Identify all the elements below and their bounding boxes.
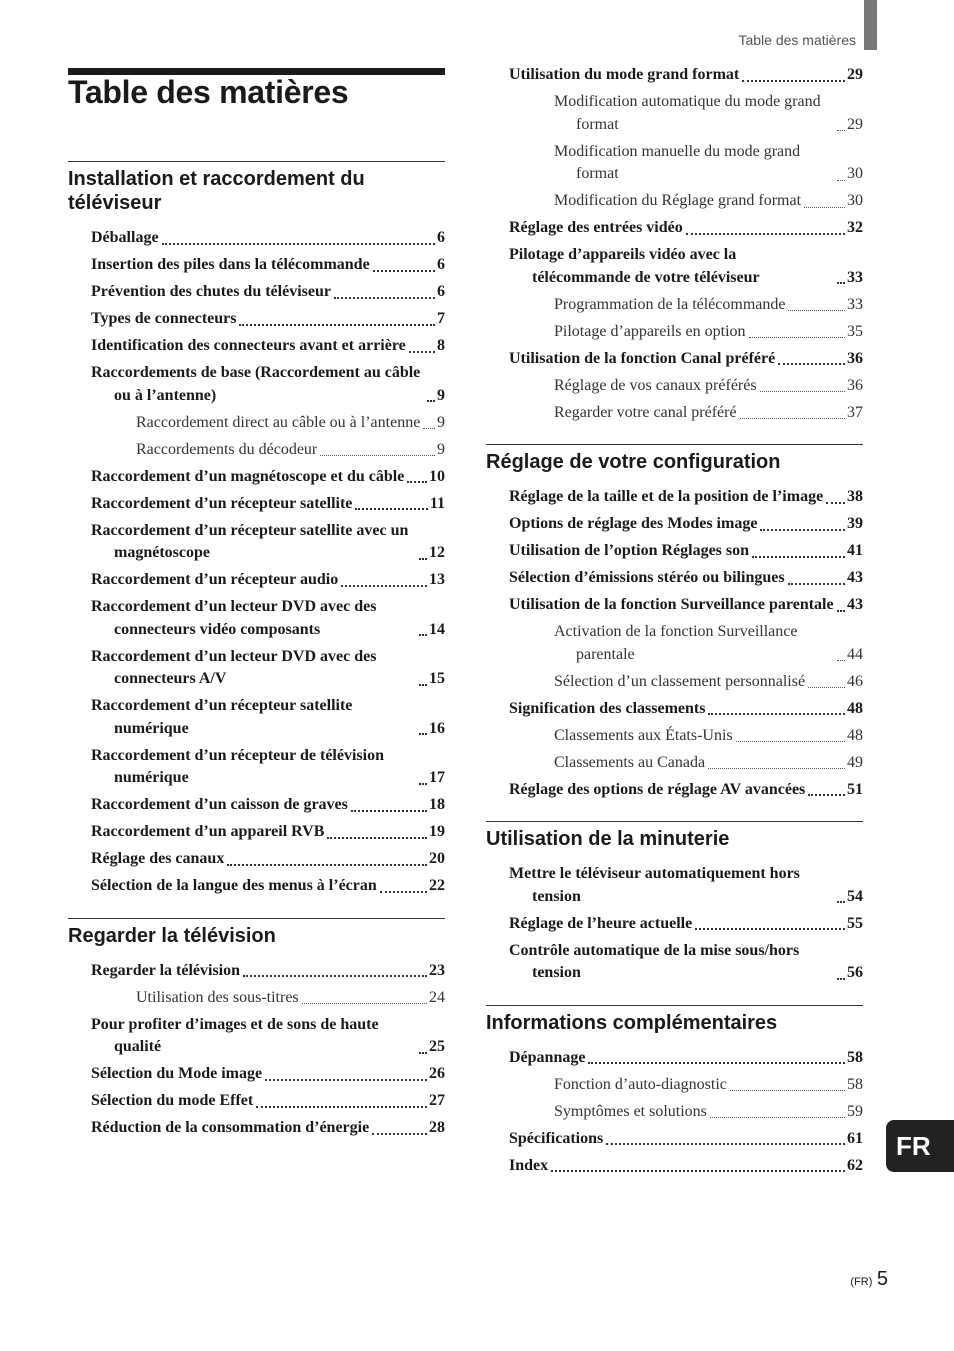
toc-entry[interactable] — [486, 217, 863, 240]
toc-entry[interactable] — [68, 646, 445, 691]
toc-entry-title: Signification des classements — [509, 699, 706, 717]
header-tab-marker — [864, 0, 877, 50]
toc-entry-page: 41 — [847, 542, 863, 559]
dot-leader — [788, 583, 845, 585]
toc-right-column — [486, 64, 863, 1182]
section-heading: Utilisation de la minuterie — [486, 828, 730, 850]
dot-leader — [837, 978, 845, 980]
toc-entry-page: 49 — [847, 753, 863, 771]
toc-entry-page: 56 — [847, 964, 863, 981]
toc-entry[interactable] — [68, 412, 445, 435]
toc-entry[interactable] — [68, 569, 445, 592]
toc-entry-title: Réglage des options de réglage AV avancées — [509, 780, 806, 798]
dot-leader — [736, 741, 845, 742]
toc-entry-title: Pour profiter d’images et de sons de haute qualité — [91, 1015, 379, 1055]
toc-entry-page: 25 — [429, 1038, 445, 1055]
toc-entry-title: Modification du Réglage grand format — [554, 192, 802, 209]
toc-entry[interactable] — [68, 466, 445, 489]
toc-entry-title: Options de réglage des Modes image — [509, 515, 758, 532]
toc-entry[interactable] — [68, 520, 445, 565]
toc-entry-title: Pilotage d’appareils en option — [554, 322, 746, 340]
dot-leader — [373, 270, 435, 272]
toc-entry[interactable] — [68, 1014, 445, 1059]
toc-entry-title: Dépannage — [509, 1048, 586, 1066]
toc-entry-title: Réglage de vos canaux préférés — [554, 376, 757, 394]
toc-entry-title: Regarder la télévision — [91, 961, 241, 979]
toc-entry-title: Regarder votre canal préféré — [554, 403, 737, 421]
toc-entry-page: 6 — [437, 256, 445, 273]
dot-leader — [334, 297, 435, 299]
toc-entry-page: 62 — [847, 1156, 863, 1174]
toc-entry[interactable] — [486, 402, 863, 425]
toc-entry-title: Contrôle automatique de la mise sous/hors tension — [509, 941, 800, 981]
toc-entry-page: 33 — [847, 295, 863, 313]
toc-left-column — [68, 161, 445, 1144]
page-number: 5 — [876, 1268, 888, 1290]
toc-entry-page: 43 — [847, 596, 863, 613]
toc-entry-page: 46 — [847, 672, 863, 690]
toc-entry-title: Réglage des entrées vidéo — [509, 219, 683, 236]
dot-leader — [778, 363, 845, 365]
toc-entry-title: Pilotage d’appareils vidéo avec la télécommande de votre téléviseur — [509, 246, 760, 286]
toc-entry-page: 15 — [429, 670, 445, 687]
toc-entry-page: 30 — [847, 165, 863, 182]
page-footer — [850, 1268, 888, 1291]
section-heading: Informations complémentaires — [486, 1011, 778, 1034]
dot-leader — [419, 558, 427, 560]
dot-leader — [837, 180, 845, 181]
toc-entry-page: 27 — [429, 1092, 445, 1109]
toc-entry-page: 32 — [847, 219, 863, 236]
toc-entry[interactable] — [486, 698, 863, 721]
toc-entry-title: Utilisation de l’option Réglages son — [509, 542, 750, 559]
toc-entry-title: Symptômes et solutions — [554, 1102, 707, 1120]
dot-leader — [419, 684, 427, 686]
dot-leader — [730, 1090, 845, 1091]
toc-entry-page: 39 — [847, 515, 863, 532]
toc-entry-page: 24 — [429, 988, 445, 1006]
dot-leader — [351, 810, 427, 812]
toc-entry[interactable] — [68, 1063, 445, 1086]
toc-entry[interactable] — [68, 745, 445, 790]
dot-leader — [380, 891, 427, 893]
toc-entry[interactable] — [68, 794, 445, 817]
toc-entry-title: Index — [509, 1156, 549, 1174]
toc-entry-title: Réglage des canaux — [91, 850, 225, 867]
toc-entry[interactable] — [486, 244, 863, 289]
toc-entry-title: Insertion des piles dans la télécommande — [91, 256, 370, 273]
dot-leader — [837, 610, 845, 612]
dot-leader — [695, 928, 845, 930]
toc-entry-title: Déballage — [91, 229, 159, 246]
toc-entry-title: Raccordement d’un récepteur audio — [91, 571, 339, 588]
dot-leader — [341, 585, 427, 587]
toc-entry-page: 36 — [847, 349, 863, 367]
toc-entry[interactable] — [486, 348, 863, 371]
footer-language-code: (FR) — [850, 1276, 873, 1288]
toc-entry-page: 23 — [429, 961, 445, 979]
dot-leader — [606, 1143, 845, 1145]
toc-entry-title: Réglage de l’heure actuelle — [509, 914, 693, 932]
toc-entry[interactable] — [486, 540, 863, 563]
toc-entry[interactable] — [486, 940, 863, 985]
toc-entry[interactable] — [486, 294, 863, 317]
toc-entry-title: Sélection d’un classement personnalisé — [554, 672, 806, 690]
toc-section — [68, 161, 445, 898]
dot-leader — [837, 901, 845, 903]
dot-leader — [427, 400, 435, 402]
toc-entry-page: 61 — [847, 1129, 863, 1147]
toc-entry-page: 48 — [847, 726, 863, 744]
toc-entry-page: 29 — [847, 66, 863, 83]
dot-leader — [788, 310, 845, 311]
toc-entry-page: 59 — [847, 1102, 863, 1120]
dot-leader — [708, 768, 845, 769]
section-heading: Installation et raccordement du téléviseur — [68, 168, 365, 214]
dot-leader — [372, 1133, 427, 1135]
toc-entry-title: Raccordements du décodeur — [136, 440, 318, 458]
toc-entry-page: 18 — [429, 796, 445, 813]
page-title: Table des matières — [68, 74, 349, 110]
dot-leader — [162, 243, 435, 245]
dot-leader — [752, 556, 845, 558]
toc-entry-page: 35 — [847, 322, 863, 340]
dot-leader — [686, 233, 845, 235]
toc-entry-page: 6 — [437, 283, 445, 300]
toc-entry-page: 13 — [429, 571, 445, 588]
toc-entry-title: Mettre le téléviseur automatiquement hors tension — [509, 865, 800, 905]
dot-leader — [419, 783, 427, 785]
toc-entry-page: 48 — [847, 699, 863, 717]
toc-entry[interactable] — [68, 695, 445, 740]
toc-entry[interactable] — [486, 141, 863, 186]
dot-leader — [243, 975, 427, 977]
toc-entry[interactable] — [486, 913, 863, 936]
toc-entry-title: Sélection d’émissions stéréo ou bilingues — [509, 569, 785, 586]
toc-entry[interactable] — [68, 1117, 445, 1140]
toc-entry-title: Raccordement d’un appareil RVB — [91, 823, 325, 840]
dot-leader — [837, 130, 845, 131]
toc-entry-title: Raccordement d’un magnétoscope et du câble — [91, 467, 405, 485]
running-header: Table des matières — [738, 32, 856, 48]
toc-entry[interactable] — [68, 493, 445, 516]
toc-entry[interactable] — [486, 863, 863, 908]
dot-leader — [302, 1003, 427, 1004]
toc-entry[interactable] — [68, 227, 445, 250]
toc-entry-page: 9 — [437, 386, 445, 404]
toc-entry-title: Types de connecteurs — [91, 310, 237, 327]
toc-entry-title: Utilisation des sous-titres — [136, 988, 299, 1006]
toc-entry-title: Raccordement d’un récepteur de télévision numérique — [91, 746, 384, 786]
dot-leader — [710, 1117, 845, 1118]
toc-entry[interactable] — [486, 725, 863, 748]
toc-entry-title: Classements au Canada — [554, 753, 706, 771]
toc-entry[interactable] — [486, 594, 863, 617]
toc-entry-page: 10 — [429, 467, 445, 485]
dot-leader — [227, 864, 427, 866]
toc-entry-page: 54 — [847, 887, 863, 905]
toc-entry[interactable] — [68, 308, 445, 331]
dot-leader — [320, 455, 435, 456]
toc-entry-page: 38 — [847, 488, 863, 505]
toc-entry-page: 7 — [437, 310, 445, 327]
toc-entry-title: Raccordement direct au câble ou à l’antenne — [136, 413, 421, 431]
toc-entry-title: Réglage de la taille et de la position de l’image — [509, 488, 824, 505]
toc-entry-title: Réduction de la consommation d’énergie — [91, 1119, 370, 1136]
dot-leader — [749, 337, 845, 338]
toc-entry-page: 43 — [847, 569, 863, 586]
toc-section — [486, 1005, 863, 1178]
toc-entry-title: Programmation de la télécommande — [554, 295, 786, 313]
toc-entry-title: Raccordement d’un récepteur satellite avec un magnétoscope — [91, 521, 409, 561]
dot-leader — [804, 207, 845, 208]
toc-entry-title: Modification automatique du mode grand format — [554, 93, 821, 133]
dot-leader — [837, 282, 845, 284]
toc-entry[interactable] — [486, 190, 863, 213]
toc-entry-title: Raccordement d’un récepteur satellite numérique — [91, 697, 353, 737]
language-tab: FR — [886, 1120, 954, 1172]
toc-entry[interactable] — [486, 64, 863, 87]
dot-leader — [419, 1052, 427, 1054]
toc-entry[interactable] — [68, 821, 445, 844]
toc-entry-page: 37 — [847, 403, 863, 421]
toc-entry-title: Classements aux États-Unis — [554, 726, 733, 744]
toc-entry[interactable] — [486, 671, 863, 694]
toc-section — [486, 821, 863, 985]
toc-entry-title: Fonction d’auto-diagnostic — [554, 1075, 727, 1093]
dot-leader — [423, 428, 435, 429]
dot-leader — [239, 324, 435, 326]
toc-entry-page: 20 — [429, 850, 445, 867]
toc-entry[interactable] — [486, 486, 863, 509]
dot-leader — [551, 1170, 845, 1172]
toc-entry-title: Activation de la fonction Surveillance parentale — [554, 623, 798, 663]
toc-entry-page: 14 — [429, 620, 445, 638]
dot-leader — [588, 1062, 845, 1064]
dot-leader — [355, 508, 427, 510]
toc-entry-page: 11 — [429, 494, 445, 512]
toc-entry-title: Raccordement d’un lecteur DVD avec des connecteurs vidéo composants — [91, 598, 377, 638]
toc-entry[interactable] — [486, 1101, 863, 1124]
toc-entry-page: 9 — [437, 440, 445, 458]
toc-entry[interactable] — [68, 1090, 445, 1113]
dot-leader — [407, 481, 427, 483]
toc-entry[interactable] — [68, 987, 445, 1010]
dot-leader — [256, 1106, 427, 1108]
toc-entry[interactable] — [486, 1047, 863, 1070]
dot-leader — [265, 1079, 427, 1081]
toc-entry[interactable] — [68, 362, 445, 407]
section-heading: Réglage de votre configuration — [486, 451, 781, 473]
toc-entry-page: 30 — [847, 192, 863, 209]
toc-entry-page: 55 — [847, 914, 863, 932]
toc-entry[interactable] — [486, 752, 863, 775]
toc-entry-title: Utilisation de la fonction Surveillance parentale — [509, 596, 834, 613]
dot-leader — [808, 687, 845, 688]
toc-entry-page: 6 — [437, 229, 445, 246]
dot-leader — [760, 529, 845, 531]
toc-entry[interactable] — [68, 335, 445, 358]
toc-entry-page: 33 — [847, 268, 863, 286]
toc-entry[interactable] — [486, 375, 863, 398]
toc-entry-title: Raccordement d’un récepteur satellite — [91, 494, 353, 512]
toc-entry[interactable] — [68, 848, 445, 871]
toc-entry[interactable] — [486, 91, 863, 136]
dot-leader — [742, 80, 845, 82]
toc-entry-page: 44 — [847, 645, 863, 663]
toc-entry-page: 12 — [429, 544, 445, 561]
toc-entry-page: 28 — [429, 1119, 445, 1136]
toc-section — [486, 64, 863, 424]
toc-entry[interactable] — [68, 281, 445, 304]
dot-leader — [327, 837, 427, 839]
dot-leader — [760, 391, 845, 392]
toc-entry[interactable] — [68, 439, 445, 462]
dot-leader — [419, 634, 427, 636]
toc-entry-page: 26 — [429, 1065, 445, 1082]
toc-section — [486, 444, 863, 801]
toc-entry-page: 17 — [429, 769, 445, 786]
toc-entry-page: 36 — [847, 376, 863, 394]
toc-entry-page: 9 — [437, 413, 445, 431]
toc-entry-title: Raccordements de base (Raccordement au câble ou à l’antenne) — [91, 364, 421, 404]
toc-entry[interactable] — [486, 1074, 863, 1097]
toc-section — [68, 918, 445, 1140]
dot-leader — [826, 502, 845, 504]
toc-entry-title: Sélection de la langue des menus à l’écran — [91, 877, 377, 894]
toc-entry-page: 29 — [847, 115, 863, 133]
dot-leader — [409, 351, 435, 353]
toc-entry-page: 58 — [847, 1075, 863, 1093]
dot-leader — [740, 418, 845, 419]
toc-entry[interactable] — [486, 1155, 863, 1178]
toc-entry-title: Utilisation du mode grand format — [509, 66, 740, 83]
toc-entry[interactable] — [68, 254, 445, 277]
toc-entry-title: Spécifications — [509, 1129, 604, 1147]
toc-entry[interactable] — [486, 321, 863, 344]
toc-entry[interactable] — [486, 779, 863, 802]
toc-entry-title: Sélection du Mode image — [91, 1065, 263, 1082]
toc-entry-page: 19 — [429, 823, 445, 840]
toc-entry-title: Sélection du mode Effet — [91, 1092, 254, 1109]
toc-entry-title: Utilisation de la fonction Canal préféré — [509, 349, 776, 367]
toc-entry-title: Raccordement d’un caisson de graves — [91, 796, 348, 813]
dot-leader — [837, 660, 845, 661]
toc-entry[interactable] — [486, 513, 863, 536]
toc-entry[interactable] — [486, 621, 863, 666]
toc-entry[interactable] — [486, 1128, 863, 1151]
toc-entry-page: 58 — [847, 1048, 863, 1066]
toc-entry[interactable] — [68, 596, 445, 641]
dot-leader — [708, 713, 845, 715]
toc-entry-page: 8 — [437, 337, 445, 354]
dot-leader — [419, 733, 427, 735]
toc-entry[interactable] — [486, 567, 863, 590]
toc-entry-page: 51 — [847, 780, 863, 798]
toc-entry[interactable] — [68, 960, 445, 983]
toc-entry[interactable] — [68, 875, 445, 898]
toc-entry-page: 22 — [429, 877, 445, 894]
toc-entry-title: Raccordement d’un lecteur DVD avec des connecteurs A/V — [91, 647, 377, 687]
toc-entry-title: Prévention des chutes du téléviseur — [91, 283, 331, 300]
toc-entry-title: Modification manuelle du mode grand format — [554, 142, 801, 182]
section-heading: Regarder la télévision — [68, 924, 276, 947]
toc-entry-page: 16 — [429, 719, 445, 737]
toc-entry-title: Identification des connecteurs avant et arrière — [91, 337, 406, 354]
dot-leader — [808, 794, 845, 796]
